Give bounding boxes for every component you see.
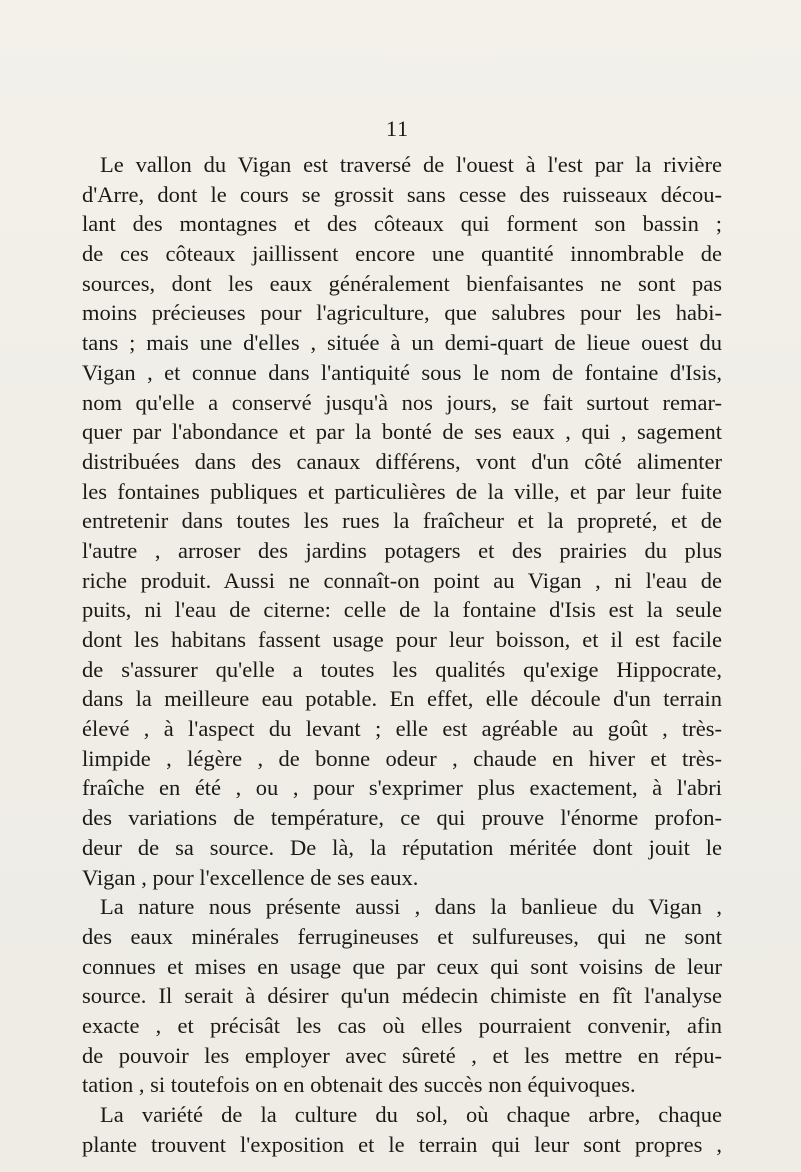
- text-line: tans ; mais une d'elles , située à un demi-quart de lieue ouest du: [82, 330, 722, 356]
- text-line: entretenir dans toutes les rues la fraîcheur et la propreté, et de: [82, 508, 722, 534]
- text-line: exacte , et précisât les cas où elles pourraient convenir, afin: [82, 1012, 722, 1038]
- page-number: 11: [386, 116, 410, 141]
- text-line: des variations de température, ce qui prouve l'énorme profon-: [82, 805, 722, 831]
- text-line: tation , si toutefois on en obtenait des succès non équivoques.: [82, 1072, 636, 1098]
- text-line: de pouvoir les employer avec sûreté , et les mettre en répu-: [82, 1042, 722, 1068]
- text-line: quer par l'abondance et par la bonté de ses eaux , qui , sagement: [82, 419, 722, 445]
- text-line: distribuées dans des canaux différens, vont d'un côté alimenter: [82, 448, 722, 474]
- text-line: dont les habitans fassent usage pour leur boisson, et il est facile: [82, 627, 722, 652]
- text-line: La nature nous présente aussi , dans la banlieue du Vigan ,: [100, 894, 722, 920]
- text-line: deur de sa source. De là, la réputation méritée dont jouit le: [82, 834, 722, 860]
- text-line: Vigan , pour l'excellence de ses eaux.: [82, 864, 419, 890]
- text-line: les fontaines publiques et particulières de la ville, et par leur fuite: [82, 478, 722, 504]
- text-line: l'autre , arroser des jardins potagers et des prairies du plus: [82, 537, 722, 563]
- text-line: riche produit. Aussi ne connaît-on point au Vigan , ni l'eau de: [82, 567, 722, 593]
- text-line: limpide , légère , de bonne odeur , chaude en hiver et très-: [82, 745, 722, 771]
- text-line: nom qu'elle a conservé jusqu'à nos jours, se fait surtout remar-: [82, 389, 722, 415]
- text-line: Le vallon du Vigan est traversé de l'ouest à l'est par la rivière: [100, 152, 722, 177]
- text-line: lant des montagnes et des côteaux qui forment son bassin ;: [82, 211, 722, 237]
- text-line: sources, dont les eaux généralement bienfaisantes ne sont pas: [82, 270, 722, 296]
- text-line: de s'assurer qu'elle a toutes les qualités qu'exige Hippocrate,: [82, 656, 722, 682]
- text-line: Vigan , et connue dans l'antiquité sous le nom de fontaine d'Isis,: [82, 359, 722, 385]
- body-text: [82, 150, 722, 1159]
- text-line: fraîche en été , ou , pour s'exprimer plus exactement, à l'abri: [82, 775, 722, 801]
- text-line: élevé , à l'aspect du levant ; elle est agréable au goût , très-: [82, 716, 722, 742]
- text-line: des eaux minérales ferrugineuses et sulfureuses, qui ne sont: [82, 923, 722, 949]
- text-line: d'Arre, dont le cours se grossit sans cesse des ruisseaux décou-: [82, 181, 722, 207]
- text-line: moins précieuses pour l'agriculture, que salubres pour les habi-: [82, 300, 722, 326]
- text-line: connues et mises en usage que par ceux qui sont voisins de leur: [82, 953, 722, 979]
- text-line: plante trouvent l'exposition et le terrain qui leur sont propres ,: [82, 1131, 722, 1157]
- text-line: La variété de la culture du sol, où chaque arbre, chaque: [100, 1102, 722, 1127]
- text-line: source. Il serait à désirer qu'un médecin chimiste en fît l'analyse: [82, 983, 722, 1009]
- text-line: de ces côteaux jaillissent encore une quantité innombrable de: [82, 241, 722, 267]
- text-line: puits, ni l'eau de citerne: celle de la fontaine d'Isis est la seule: [82, 597, 722, 623]
- text-line: dans la meilleure eau potable. En effet, elle découle d'un terrain: [82, 686, 722, 712]
